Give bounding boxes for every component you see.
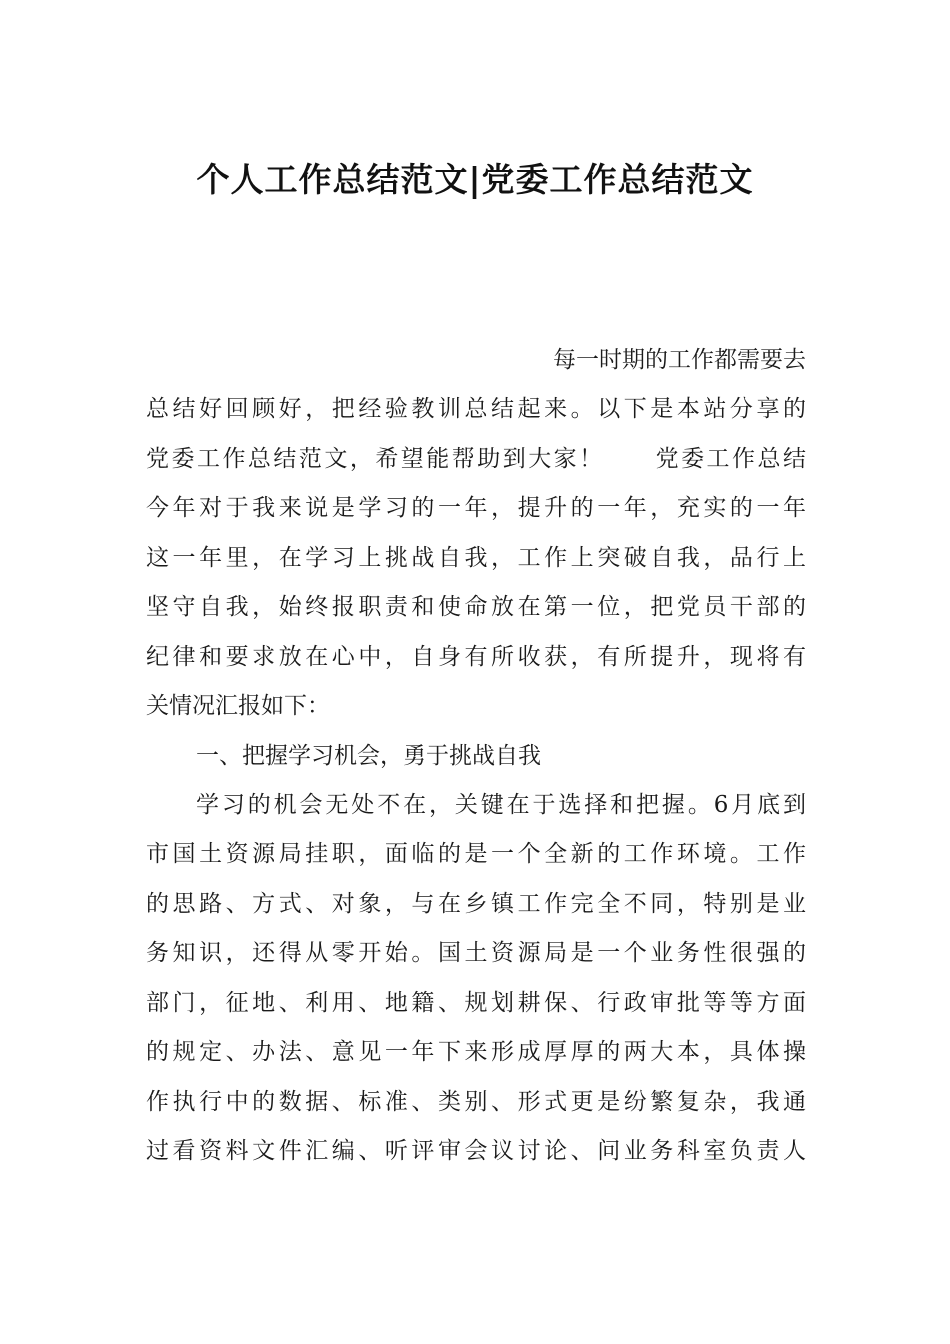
paragraph-line: 纪律和要求放在心中，自身有所收获，有所提升，现将有 — [146, 644, 806, 670]
paragraph-line: 今年对于我来说是学习的一年，提升的一年，充实的一年 — [146, 495, 806, 521]
paragraph-line: 市国土资源局挂职，面临的是一个全新的工作环境。工作 — [146, 841, 806, 867]
paragraph-line: 作执行中的数据、标准、类别、形式更是纷繁复杂，我通 — [146, 1089, 806, 1115]
paragraph-line: 部门，征地、利用、地籍、规划耕保、行政审批等等方面 — [146, 990, 806, 1016]
document-title: 个人工作总结范文|党委工作总结范文 — [196, 160, 754, 199]
paragraph-line: 每一时期的工作都需要去 — [553, 347, 806, 373]
paragraph-line: 的思路、方式、对象，与在乡镇工作完全不同，特别是业 — [146, 891, 806, 917]
paragraph-line: 务知识，还得从零开始。国土资源局是一个业务性很强的 — [146, 940, 806, 966]
paragraph-line: 的规定、办法、意见一年下来形成厚厚的两大本，具体操 — [146, 1039, 806, 1065]
section-heading: 一、把握学习机会，勇于挑战自我 — [196, 743, 541, 769]
paragraph-line: 过看资料文件汇编、听评审会议讨论、问业务科室负责人 — [146, 1138, 806, 1164]
paragraph-line: 学习的机会无处不在，关键在于选择和把握。6月底到 — [196, 792, 806, 818]
paragraph-line: 关情况汇报如下： — [146, 693, 330, 719]
paragraph-line: 总结好回顾好，把经验教训总结起来。以下是本站分享的 — [146, 396, 806, 422]
paragraph-line: 坚守自我，始终报职责和使命放在第一位，把党员干部的 — [146, 594, 806, 620]
paragraph-line: 这一年里，在学习上挑战自我，工作上突破自我，品行上 — [146, 545, 806, 571]
paragraph-line: 党委工作总结范文，希望能帮助到大家！ 党委工作总结 — [146, 446, 806, 472]
